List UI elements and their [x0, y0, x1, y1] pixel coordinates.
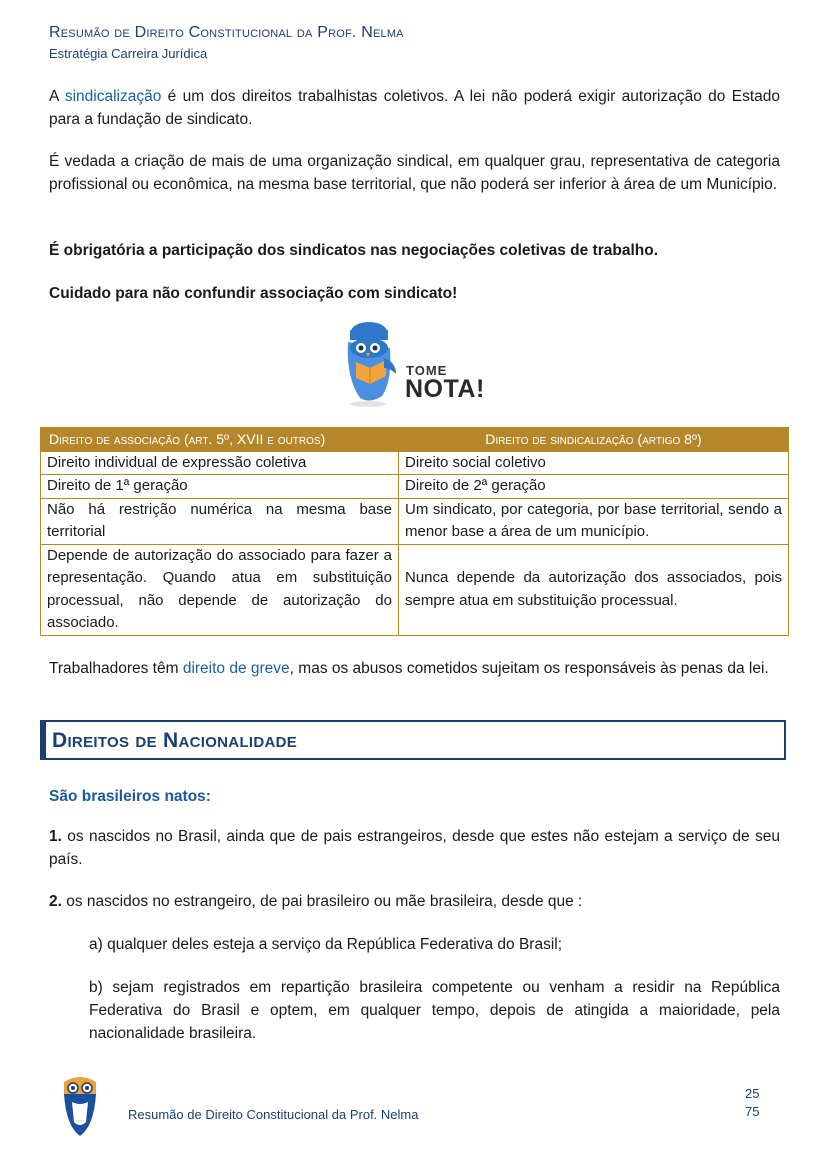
paragraph-greve — [49, 657, 780, 680]
page-total: 75 — [745, 1104, 760, 1119]
footer-text: Resumão de Direito Constitucional da Prof. Nelma — [128, 1107, 419, 1122]
table-row — [41, 451, 789, 475]
owl-mascot-icon — [336, 318, 416, 410]
table-cell: Nunca depende da autorização dos associados, pois sempre atua em substituição processual. — [399, 544, 789, 635]
highlight-sindicalizacao: sindicalização — [64, 88, 162, 105]
header-subtitle: Estratégia Carreira Jurídica — [49, 46, 208, 61]
table-row — [41, 544, 789, 635]
header-title: Resumão de Direito Constitucional da Prof. Nelma — [49, 24, 404, 41]
list-item-text: os nascidos no estrangeiro, de pai brasileiro ou mãe brasileira, desde que : — [61, 893, 583, 910]
page-number: 25 — [745, 1086, 760, 1101]
table-cell: Direito de 2ª geração — [399, 475, 789, 499]
tome-label: TOME — [406, 363, 448, 378]
paragraph-cuidado: Cuidado para não confundir associação com sindicato! — [49, 285, 458, 302]
p1-post: é um dos direitos trabalhistas coletivos. A lei não poderá exigir autorização do Estado para a fundação de sindicato. — [49, 88, 780, 128]
list-item — [49, 825, 780, 871]
list-item — [49, 890, 780, 913]
sub-heading: São brasileiros natos: — [49, 788, 211, 805]
table-cell: Depende de autorização do associado para fazer a representação. Quando atua em substituição processual, não depende de autorização do associado. — [41, 544, 399, 635]
table-row — [41, 475, 789, 499]
p1-pre: A — [49, 88, 65, 105]
table-cell: Um sindicato, por categoria, por base territorial, sendo a menor base a área de um município. — [399, 498, 789, 544]
nota-label: NOTA! — [405, 375, 485, 403]
owl-logo-icon — [60, 1072, 100, 1138]
list-item-number: 2. — [49, 893, 62, 910]
section-title: Direitos de Nacionalidade — [52, 729, 298, 752]
table-cell: Direito individual de expressão coletiva — [41, 451, 399, 475]
table-cell: Direito social coletivo — [399, 451, 789, 475]
paragraph-sindicalizacao — [49, 85, 780, 131]
table-header-associacao: Direito de associação (art. 5º, XVII e outros) — [41, 428, 399, 452]
table-cell: Direito de 1ª geração — [41, 475, 399, 499]
footer-logo — [60, 1072, 100, 1138]
list-item-text: os nascidos no Brasil, ainda que de pais estrangeiros, desde que estes não estejam a serviço de seu país. — [49, 828, 780, 868]
sub-list-item: a) qualquer deles esteja a serviço da República Federativa do Brasil; — [89, 936, 563, 953]
p5-pre: Trabalhadores têm — [49, 660, 183, 677]
table-row — [41, 498, 789, 544]
comparison-table — [40, 427, 789, 636]
table-cell: Não há restrição numérica na mesma base territorial — [41, 498, 399, 544]
table-header-row — [41, 428, 789, 452]
paragraph-negociacoes: É obrigatória a participação dos sindicatos nas negociações coletivas de trabalho. — [49, 242, 658, 259]
sub-list-item: b) sejam registrados em repartição brasileira competente ou venham a residir na República Federativa do Brasil e optem, em qualquer tempo, depois de atingida a maioridade, pela nacionalidade brasileira. — [89, 979, 780, 1042]
list-item-number: 1. — [49, 828, 62, 845]
p5-post: , mas os abusos cometidos sujeitam os responsáveis às penas da lei. — [289, 660, 769, 677]
paragraph-unicidade: É vedada a criação de mais de uma organização sindical, em qualquer grau, representativa de categoria profissional ou econômica, na mesma base territorial, que não poderá ser inferior à área de um Município. — [49, 153, 780, 193]
section-heading-box — [40, 720, 786, 760]
highlight-direito-de-greve: direito de greve — [182, 660, 290, 677]
table-header-sindicalizacao: Direito de sindicalização (artigo 8º) — [399, 428, 789, 452]
